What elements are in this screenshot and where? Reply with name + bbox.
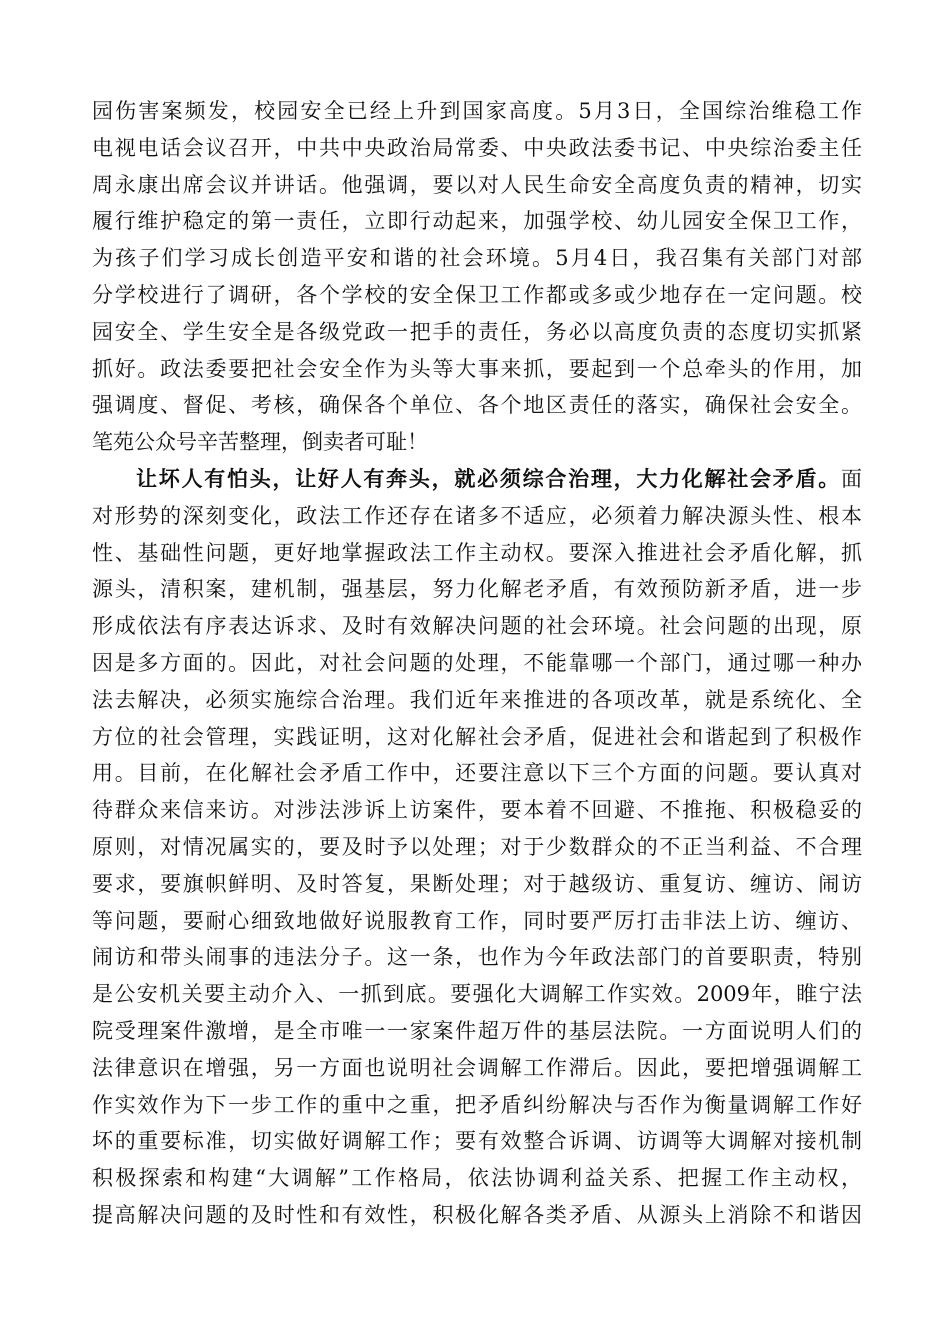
text-line: 提高解决问题的及时性和有效性，积极化解各类矛盾、从源头上消除不和谐因 [92, 1202, 862, 1227]
text-line: 法律意识在增强，另一方面也说明社会调解工作滞后。因此，要把增强调解工 [92, 1055, 862, 1080]
text-line: 园伤害案频发，校园安全已经上升到国家高度。5月3日，全国综治维稳工作 [92, 99, 862, 123]
paragraph-first-line [92, 461, 862, 498]
text-line: 性、基础性问题，更好地掌握政法工作主动权。要深入推进社会矛盾化解，抓 [92, 540, 862, 565]
text-line: 笔苑公众号辛苦整理，倒卖者可耻！ [92, 430, 428, 455]
text-line: 坏的重要标准，切实做好调解工作；要有效整合诉调、访调等大调解对接机制 [92, 1129, 862, 1154]
heading-trailing-text: 面 [841, 466, 862, 491]
text-line: 强调度、督促、考核，确保各个单位、各个地区责任的落实，确保社会安全。 [92, 393, 862, 418]
text-line: 为孩子们学习成长创造平安和谐的社会环境。5月4日，我召集有关部门对部 [92, 246, 862, 271]
text-line: 闹访和带头闹事的违法分子。这一条，也作为今年政法部门的首要职责，特别 [92, 945, 862, 970]
text-line: 抓好。政法委要把社会安全作为头等大事来抓，要起到一个总牵头的作用，加 [92, 356, 862, 381]
text-line: 形成依法有序表达诉求、及时有效解决问题的社会环境。社会问题的出现，原 [92, 614, 862, 639]
text-line: 要求，要旗帜鲜明、及时答复，果断处理；对于越级访、重复访、缠访、闹访 [92, 871, 862, 896]
text-line: 园安全、学生安全是各级党政一把手的责任，务必以高度负责的态度切实抓紧 [92, 319, 862, 344]
text-line: 源头，清积案，建机制，强基层，努力化解老矛盾，有效预防新矛盾，进一步 [92, 577, 862, 602]
text-line: 方位的社会管理，实践证明，这对化解社会矛盾，促进社会和谐起到了积极作 [92, 724, 862, 749]
document-body [92, 93, 862, 1234]
text-line: 院受理案件激增，是全市唯一一家案件超万件的基层法院。一方面说明人们的 [92, 1018, 862, 1043]
text-line: 作实效作为下一步工作的重中之重，把矛盾纠纷解决与否作为衡量调解工作好 [92, 1092, 862, 1117]
text-line: 等问题，要耐心细致地做好说服教育工作，同时要严厉打击非法上访、缠访、 [92, 908, 862, 933]
text-line: 因是多方面的。因此，对社会问题的处理，不能靠哪一个部门，通过哪一种办 [92, 650, 862, 675]
text-line: 履行维护稳定的第一责任，立即行动起来，加强学校、幼儿园安全保卫工作， [92, 209, 862, 234]
text-line: 原则，对情况属实的，要及时予以处理；对于少数群众的不正当利益、不合理 [92, 834, 862, 859]
text-line: 用。目前，在化解社会矛盾工作中，还要注意以下三个方面的问题。要认真对 [92, 761, 862, 786]
text-line: 法去解决，必须实施综合治理。我们近年来推进的各项改革，就是系统化、全 [92, 687, 862, 712]
text-line: 分学校进行了调研，各个学校的安全保卫工作都或多或少地存在一定问题。校 [92, 282, 862, 307]
paragraph-heading: 让坏人有怕头，让好人有奔头，就必须综合治理，大力化解社会矛盾。 [136, 465, 841, 491]
text-line: 对形势的深刻变化，政法工作还存在诸多不适应，必须着力解决源头性、根本 [92, 503, 862, 528]
paragraph-social-conflict [92, 461, 862, 1234]
text-line: 待群众来信来访。对涉法涉诉上访案件，要本着不回避、不推拖、积极稳妥的 [92, 798, 862, 823]
text-line: 积极探索和构建“大调解”工作格局，依法协调利益关系、把握工作主动权， [92, 1166, 862, 1191]
text-line: 电视电话会议召开，中共中央政治局常委、中央政法委书记、中央综治委主任 [92, 135, 862, 160]
text-line: 是公安机关要主动介入、一抓到底。要强化大调解工作实效。2009年，睢宁法 [92, 982, 862, 1007]
paragraph-campus-safety [92, 93, 862, 461]
text-line: 周永康出席会议并讲话。他强调，要以对人民生命安全高度负责的精神，切实 [92, 172, 862, 197]
